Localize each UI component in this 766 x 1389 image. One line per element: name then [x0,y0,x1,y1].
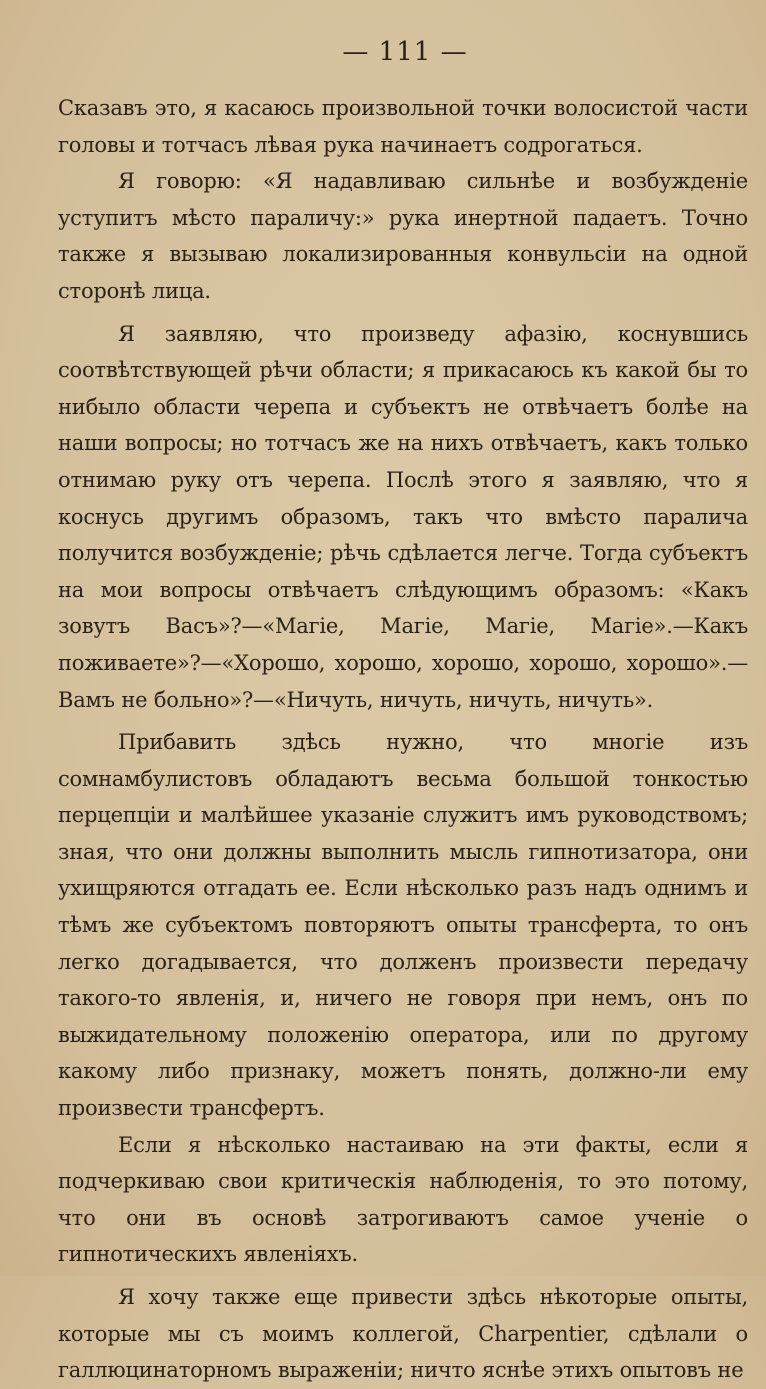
paragraph-3: Я заявляю, что произведу афазію, коснувшись соотвѣтствующей рѣчи области; я прикасаюсь къ какой бы то нибыло области черепа и субъектъ не отвѣчаетъ болѣе на наши вопросы; но тотчасъ же на нихъ отвѣчаетъ, какъ только отнимаю руку отъ черепа. Послѣ этого я заявляю, что я коснусь другимъ образомъ, такъ что вмѣсто паралича получится возбужденіе; рѣчь сдѣлается легче. Тогда субъектъ на мои вопросы отвѣчаетъ слѣдующимъ образомъ: «Какъ зовутъ Васъ»?—«Магіе, Магіе, Магіе, Магіе».—Какъ поживаете»?—«Хорошо, хорошо, хорошо, хорошо, хорошо».—Вамъ не больно»?—«Ничуть, ничуть, ничуть, ничуть». [58,321,748,712]
page-number: — 111 — [342,37,468,67]
paragraph-4: Прибавить здѣсь нужно, что многіе изъ сомнамбулистовъ обладаютъ весьма большой тонкостью перцепціи и малѣйшее указаніе служитъ имъ руководствомъ; зная, что они должны выполнить мысль гипнотизатора, они ухищряются отгадать ее. Если нѣсколько разъ надъ однимъ и тѣмъ же субъектомъ повторяютъ опыты трансферта, то онъ легко догадывается, что долженъ произвести передачу такого-то явленія, и, ничего не говоря при немъ, онъ по выжидательному положенію оператора, или по другому какому либо признаку, можетъ понять, должно-ли ему произвести трансфертъ. [58,730,748,1121]
paragraph-2: Я говорю: «Я надавливаю сильнѣе и возбужденіе уступитъ мѣсто параличу:» рука инертной падаетъ. Точно также я вызываю локализированныя конвульсіи на одной сторонѣ лица. [58,169,748,303]
paragraph-1: Сказавъ это, я касаюсь произвольной точки волосистой части головы и тотчасъ лѣвая рука начинаетъ содрогаться. [58,96,748,157]
paragraph-6: Я хочу также еще привести здѣсь нѣкоторые опыты, которые мы съ моимъ коллегой, Charpentier, сдѣлали о галлюцинаторномъ выраженіи; ничто яснѣе этихъ опытовъ не [58,1285,748,1383]
page-body [58,90,748,1389]
paragraph-5: Если я нѣсколько настаиваю на эти факты, если я подчеркиваю свои критическія наблюденія, то это потому, что они въ основѣ затрогиваютъ самое ученіе о гипнотическихъ явленіяхъ. [58,1132,748,1267]
